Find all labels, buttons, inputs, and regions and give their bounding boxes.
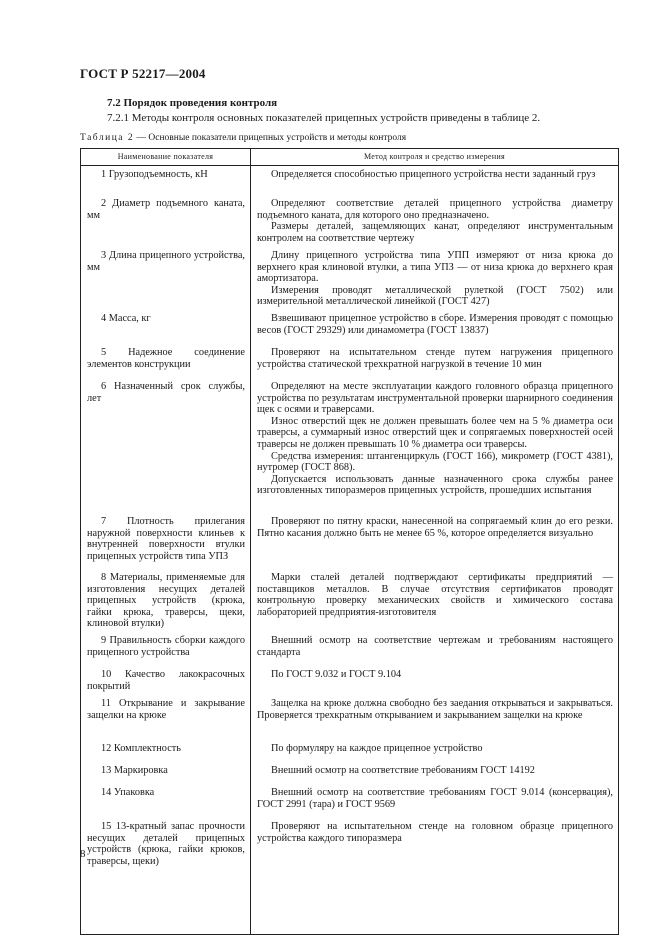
table-row [81,784,619,818]
method-paragraph: Измерения проводят металлической рулеткой (ГОСТ 7502) или измерительной металлической линейкой (ГОСТ 427) [257,284,613,308]
method-cell [251,195,619,247]
indicator-name [81,818,250,867]
indicator-cell [81,695,251,740]
method-paragraph: Размеры деталей, защемляющих канат, определяют инструментальным контролем на соответствие чертежу [257,221,613,244]
method-paragraph: Взвешивают прицепное устройство в сборе. Измерения проводят с помощью весов (ГОСТ 29329) или динамометра (ГОСТ 13837) [257,313,613,336]
document-code: ГОСТ Р 52217—2004 [80,66,206,81]
indicator-name-text: 14 Упаковка [101,787,155,798]
method-description [251,784,618,810]
indicator-name [81,569,250,630]
indicator-cell [81,666,251,695]
indicator-name-text: 7 Плотность прилегания наружной поверхности клиньев к внутренней поверхности втулки прицепных устройств типа УПЗ [87,516,245,562]
indicator-name [81,195,250,221]
method-cell [251,344,619,378]
indicator-cell [81,310,251,344]
page-number: 8 [80,848,86,860]
indicator-name-text: 3 Длина прицепного устройства, мм [87,250,245,273]
method-paragraph: По ГОСТ 9.032 и ГОСТ 9.104 [271,669,402,680]
indicator-name [81,740,250,755]
method-cell [251,632,619,666]
method-paragraph: Защелка на крюке должна свободно без заедания открываться и закрываться. Проверяется трехкратным открыванием и закрыванием защелки на крюке [257,698,613,721]
table-row [81,695,619,740]
indicator-name [81,695,250,721]
column-header-method: Метод контроля и средство измерения [251,149,619,166]
method-paragraph: Внешний осмотр на соответствие чертежам и требованиям настоящего стандарта [257,635,613,658]
method-description [251,569,618,618]
method-description [251,247,618,308]
method-paragraph: Проверяют на испытательном стенде на головном образце прицепного устройства каждого типоразмера [257,821,613,844]
column-header-indicator: Наименование показателя [81,149,251,166]
method-description [251,344,618,370]
table-row [81,513,619,569]
table-header-row [81,149,619,166]
table-row [81,632,619,666]
indicator-cell [81,195,251,247]
table-row [81,740,619,762]
method-paragraph: По формуляру на каждое прицепное устройство [271,743,483,754]
table-row [81,247,619,310]
indicator-cell [81,818,251,935]
methods-table [80,148,619,935]
method-description [251,632,618,658]
method-cell [251,310,619,344]
indicator-name-text: 13 Маркировка [101,765,168,776]
indicator-cell [81,762,251,784]
method-paragraph: Проверяют на испытательном стенде путем нагружения прицепного устройства статической трехкратной нагрузкой в течение 10 мин [257,347,613,370]
table-row [81,818,619,935]
method-description [251,378,618,497]
indicator-name-text: 6 Назначенный срок службы, лет [87,381,245,404]
indicator-name [81,513,250,562]
method-paragraph: Внешний осмотр на соответствие требованиям ГОСТ 9.014 (консервация), ГОСТ 2991 (тара) и ГОСТ 9569 [257,787,613,810]
table-row [81,378,619,513]
indicator-name-text: 10 Качество лакокрасочных покрытий [87,669,245,692]
indicator-name [81,378,250,404]
section-intro: 7.2.1 Методы контроля основных показателей прицепных устройств приведены в таблице 2. [107,112,541,124]
method-description [251,310,618,336]
table-caption [80,133,406,143]
table-row [81,569,619,632]
method-description [251,166,618,181]
method-paragraph: Средства измерения: штангенциркуль (ГОСТ 166), микрометр (ГОСТ 4381), нутромер (ГОСТ 868). [257,450,613,474]
method-cell [251,818,619,935]
table-row [81,762,619,784]
table-row [81,344,619,378]
method-cell [251,569,619,632]
table-row [81,310,619,344]
method-description [251,695,618,721]
table-row [81,166,619,196]
indicator-name [81,666,250,692]
indicator-name-text: 4 Масса, кг [101,313,151,324]
table-body [81,166,619,935]
indicator-name-text: 2 Диаметр подъемного каната, мм [87,198,245,221]
method-paragraph: Определяют на месте эксплуатации каждого головного образца прицепного устройства по результатам инструментальной проверки шарнирного соединения щек с осями и траверсами. [257,381,613,416]
indicator-name-text: 11 Открывание и закрывание защелки на крюке [87,698,245,721]
indicator-name [81,762,250,777]
indicator-name-text: 15 13-кратный запас прочности несущих деталей прицепных устройств (крюка, гайки крюков, траверсы, щеки) [87,821,245,867]
indicator-name-text: 12 Комплектность [101,743,181,754]
table-caption-text: — Основные показатели прицепных устройств и методы контроля [134,133,407,143]
method-paragraph: Определяют соответствие деталей прицепного устройства диаметру подъемного каната, для которого оно предназначено. [257,198,613,221]
table-caption-label: Таблица 2 [80,133,135,143]
section-title: 7.2 Порядок проведения контроля [107,97,278,109]
indicator-cell [81,513,251,569]
indicator-cell [81,378,251,513]
indicator-cell [81,166,251,196]
table-row [81,195,619,247]
method-description [251,762,618,777]
indicator-cell [81,632,251,666]
method-cell [251,762,619,784]
indicator-name-text: 1 Грузоподъемность, кН [101,169,208,180]
indicator-cell [81,740,251,762]
indicator-name-text: 5 Надежное соединение элементов конструкции [87,347,245,370]
method-cell [251,247,619,310]
method-description [251,513,618,539]
indicator-name [81,166,250,181]
method-cell [251,378,619,513]
indicator-name [81,310,250,325]
indicator-name [81,784,250,799]
indicator-cell [81,784,251,818]
indicator-name [81,344,250,370]
method-cell [251,784,619,818]
indicator-cell [81,247,251,310]
indicator-name-text: 8 Материалы, применяемые для изготовления несущих деталей прицепных устройств (крюка, гайки крюка, траверсы, щеки, клиновой втулки) [87,572,245,630]
indicator-name [81,247,250,273]
method-description [251,740,618,755]
method-paragraph: Проверяют по пятну краски, нанесенной на сопрягаемый клин до его резки. Пятно касания должно быть не менее 65 %, которое определяется визуально [257,516,613,539]
method-paragraph: Определяется способностью прицепного устройства нести заданный груз [271,169,596,180]
method-paragraph: Износ отверстий щек не должен превышать более чем на 5 % диаметра оси траверсы, а суммарный износ отверстий щек и сопрягаемых поверхностей осей траверсы не должен превышать 10 % диаметра оси траверсы. [257,415,613,450]
method-paragraph: Длину прицепного устройства типа УПП измеряют от низа крюка до верхнего края клиновой втулки, а типа УПЗ — от низа крюка до верхнего края амортизатора. [257,250,613,285]
method-cell [251,666,619,695]
method-description [251,195,618,244]
method-cell [251,740,619,762]
method-description [251,818,618,844]
indicator-cell [81,344,251,378]
method-description [251,666,618,681]
method-cell [251,695,619,740]
method-cell [251,166,619,196]
indicator-name [81,632,250,658]
method-cell [251,513,619,569]
table-row [81,666,619,695]
method-paragraph: Марки сталей деталей подтверждают сертификаты предприятий — поставщиков металлов. В случае отсутствия сертификатов проводят контрольную проверку механических свойств и химического состава лабораторией предприятия-изготовителя [257,572,613,618]
indicator-name-text: 9 Правильность сборки каждого прицепного устройства [87,635,245,658]
indicator-cell [81,569,251,632]
method-paragraph: Допускается использовать данные назначенного срока службы ранее изготовленных типоразмеров прицепных устройств, прошедших испытания [257,473,613,497]
method-paragraph: Внешний осмотр на соответствие требованиям ГОСТ 14192 [271,765,535,776]
